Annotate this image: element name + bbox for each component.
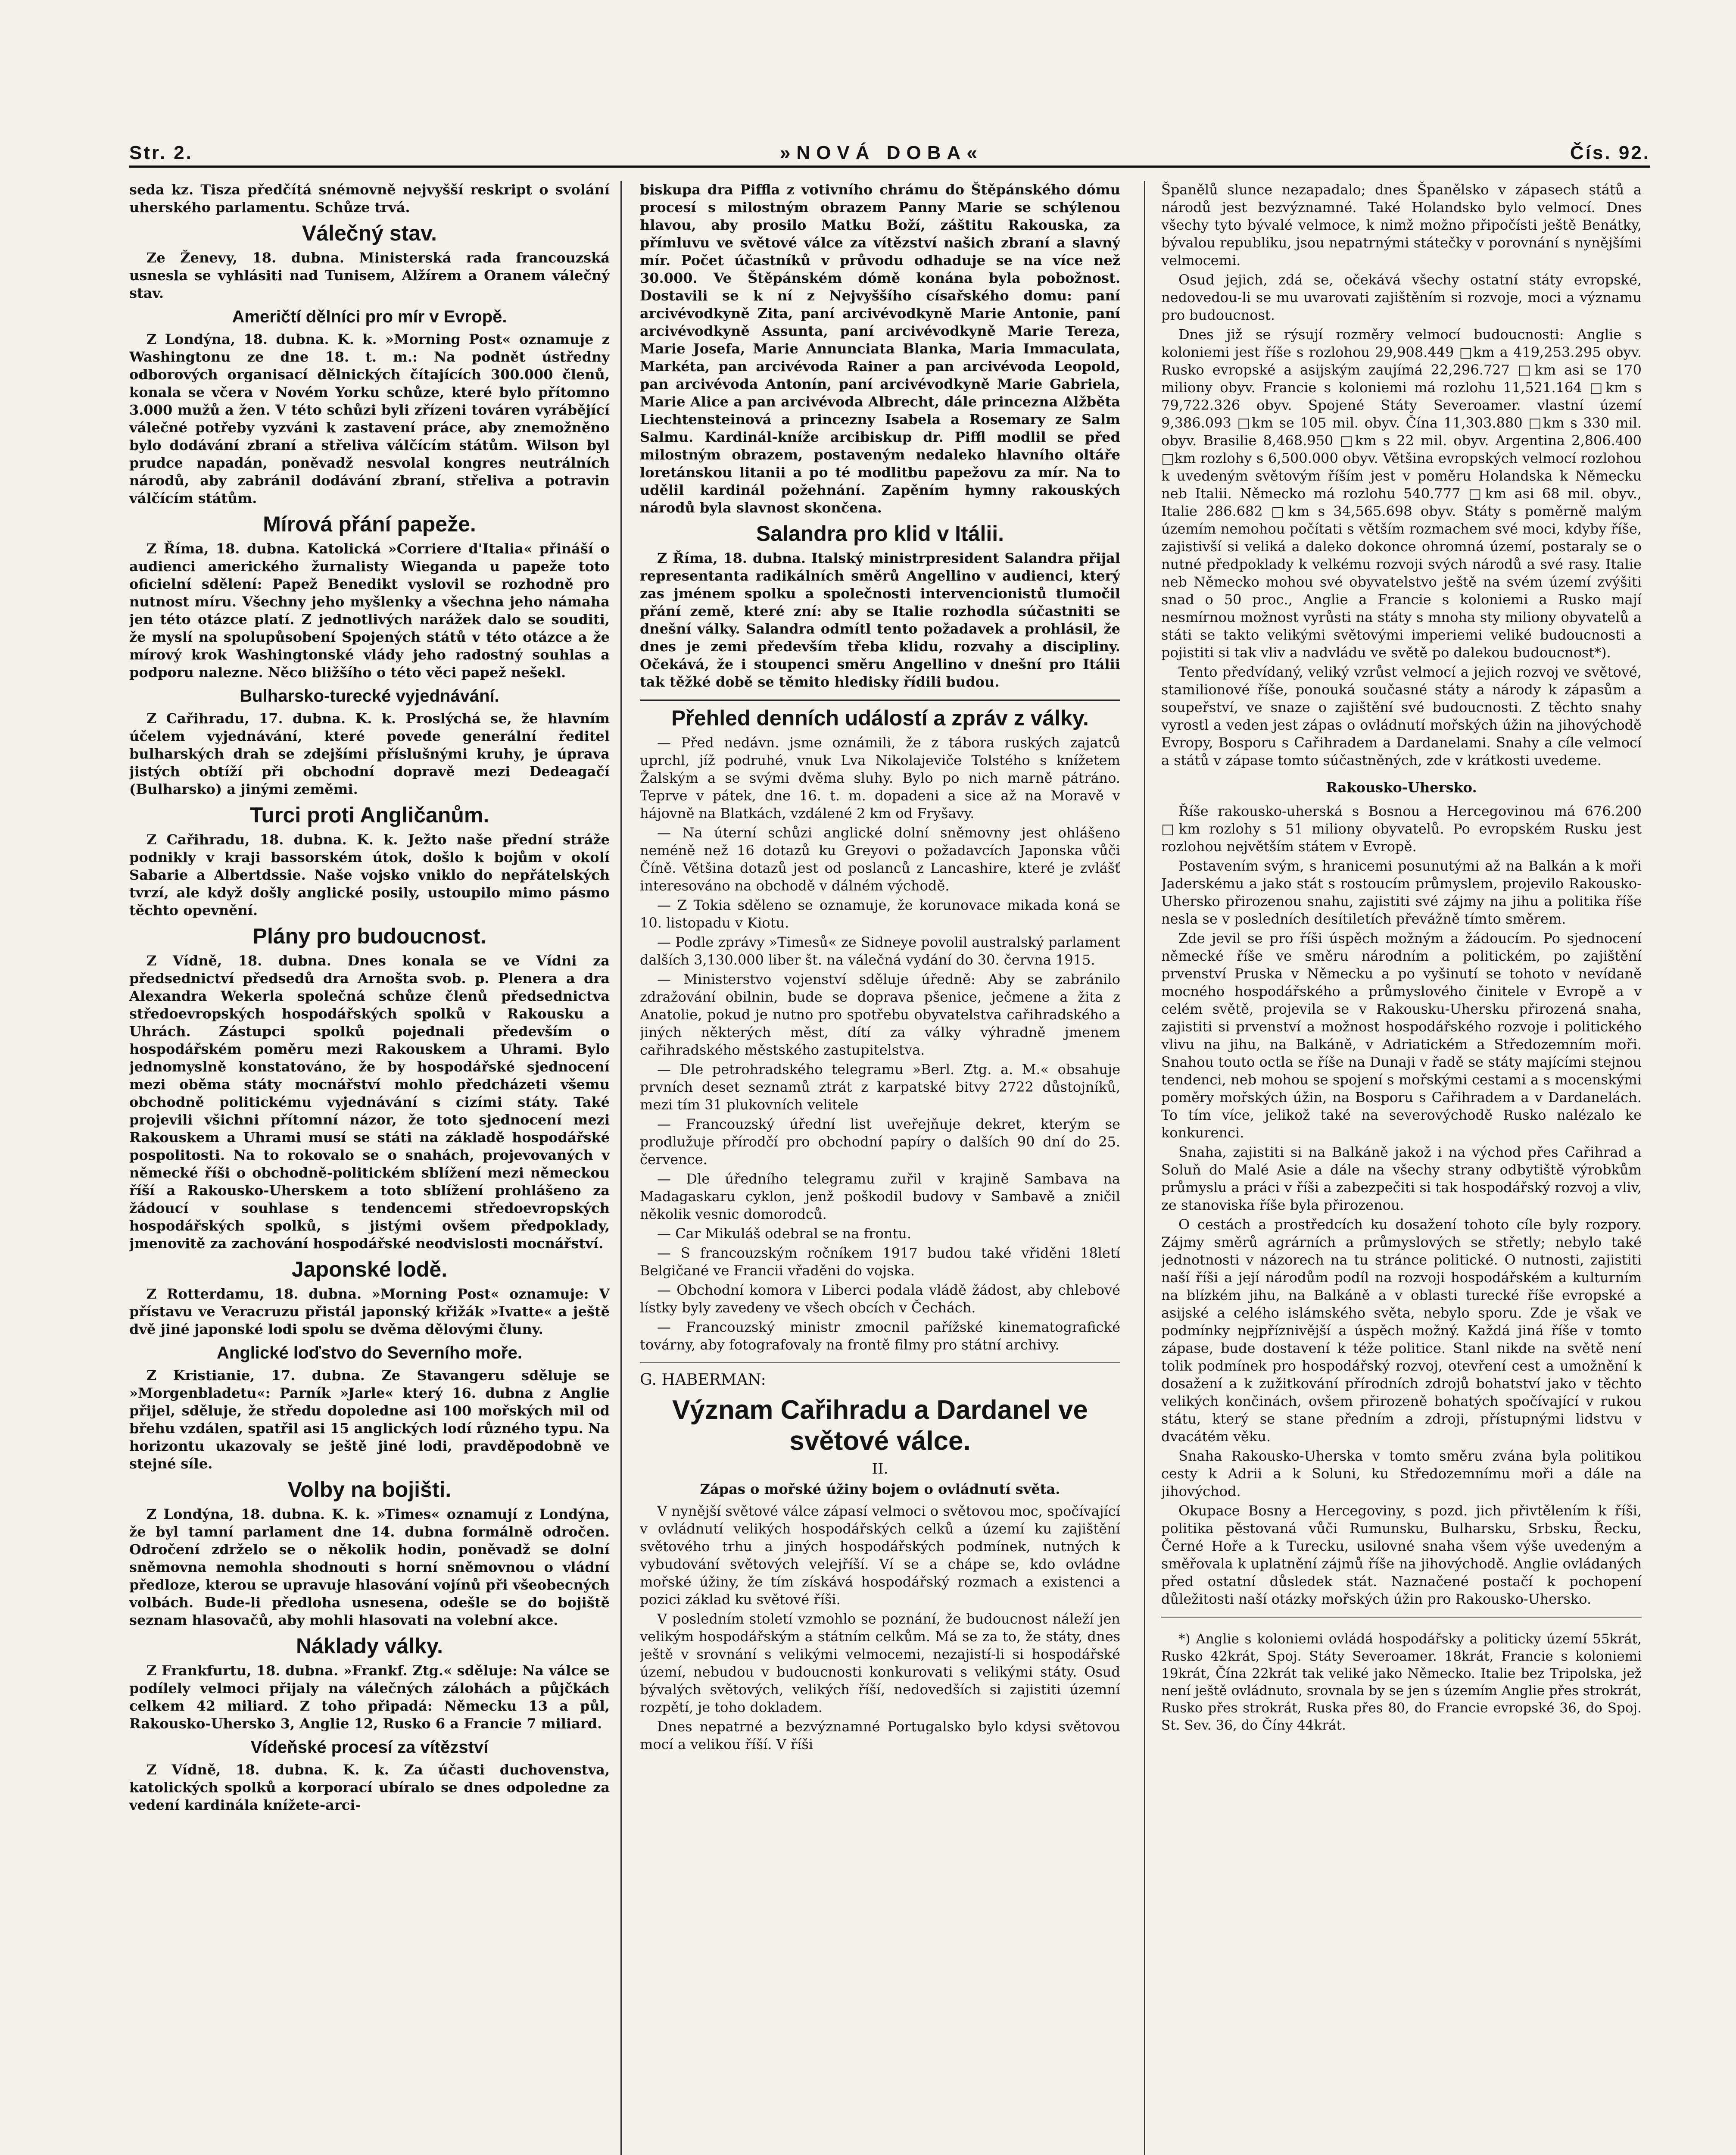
article-heading: Turci proti Angličanům.	[249, 803, 489, 827]
newspaper-title: »NOVÁ DOBA«	[779, 142, 983, 163]
news-item: — S francouzským ročníkem 1917 budou také vřiděni 18letí Belgičané ve Francii vřaděni do vojska.	[640, 1245, 1120, 1279]
article-paragraph: Říše rakousko-uherská s Bosnou a Hercegovinou má 676.200 □km rozlohy s 51 miliony obyvatelů. Po evropském Rusku jest rozlohou největším státem v Evropě.	[1161, 803, 1642, 855]
article-paragraph: Snaha Rakousko-Uherska v tomto směru zvána byla politikou cesty k Adrii a k Soluni, ku Středozemnímu moři a dále na jihovýchod.	[1161, 1448, 1642, 1499]
article-paragraph: Snaha, zajistiti si na Balkáně jakož i na východ přes Cařihrad a Soluň do Malé Asie a dále na všechy strany odbytiště výrobkům průmyslu a práci v říši a zabezpečiti si tak hospodářský rozvoj a vliv, ze stanoviska říše byla přirozenou.	[1161, 1144, 1642, 1213]
article-heading: Plány pro budoucnost.	[252, 924, 486, 948]
section-rule	[640, 1362, 1120, 1363]
article-paragraph: Z Londýna, 18. dubna. K. k. »Times« oznamují z Londýna, že byl tamní parlament dne 14. dubna formálně odročen. Odročení zdrželo se o několik hodin, poněvadž se dolní sněmovna nemohla shodnouti s horní sněmovnou o vládní předloze, kterou se upravuje hlasování vojínů při všeobecných volbách. Bude-li předloha usnesena, odešle se do bojiště seznam hlasovačů, aby mohli hlasovati na volební akce.	[129, 1506, 610, 1628]
column-1	[129, 181, 610, 2155]
article-heading: Mírová přání papeže.	[263, 512, 476, 536]
article-paragraph: V nynější světové válce zápasí velmoci o světovou moc, spočívající v ovládnutí velikých hospodářských celků a území ku zajištění světového trhu a jiných hospodářských podmínek, nutných k vybudování světových velejříší. Ví se a chápe se, kdo ovládne mořské úžiny, že tím získává hospodářský rozmach a existenci a pozici základ ku světové říši.	[640, 1503, 1120, 1608]
article-heading: Bulharsko-turecké vyjednávání.	[240, 687, 499, 706]
article-paragraph: seda kz. Tisza předčítá snémovně nejvyšší reskript o svolání uherského parlamentu. Schůze trvá.	[129, 181, 610, 216]
header-rule	[129, 166, 1650, 168]
article-paragraph: Dnes nepatrné a bezvýznamné Portugalsko bylo kdysi světovou mocí a velikou říší. V říši	[640, 1718, 1120, 1752]
article-subheading: Rakousko-Uhersko.	[1326, 779, 1477, 796]
article-paragraph: V posledním století vzmohlo se poznání, že budoucnost náleží jen velikým hospodářským a státním celkům. Má se za to, že státy, dnes ještě v srovnání s velikými velmocemi, nezajistí-li si hospodářské území, nebudou v budoucnosti konkurovati s velikými státy. Osud bývalých světových, velikých říší, nedovedších si zajistiti územní rozpětí, je toho dokladem.	[640, 1611, 1120, 1715]
news-item: — Francouzský ministr zmocnil pařížské kinematografické továrny, aby fotografovaly na frontě filmy pro státní archivy.	[640, 1319, 1120, 1353]
footnote: *) Anglie s koloniemi ovládá hospodářsky a politicky území 55krát, Rusko 42krát, Spoj. Státy Severoamer. 18krát, Francie s koloniemi 19krát, Čína 22krát tak veliké jako Německo. Italie bez Tripolska, jež není ještě ovládnuto, srovnala by se jen s územím Anglie přes strokrát, Rusko přes strokrát, Ruska přes 80, do Francie evropské 36, do Spoj. St. Sev. 36, do Číny 44krát.	[1161, 1631, 1642, 1733]
news-item: — Car Mikuláš odebral se na frontu.	[657, 1225, 912, 1242]
article-paragraph: Dnes již se rýsují rozměry velmocí budoucnosti: Anglie s koloniemi jest říše s rozlohou 29,908.449 □km a 419,253.295 obyv. Rusko evropské a asijským zaujímá 22,296.727 □km asi se 170 miliony obyv. Francie s koloniemi má rozlohu 11,521.164 □km s 79,722.326 obyv. Spojené Státy Severoamer. vlastní území 9,386.093 □km se 105 mil. obyv. Čína 11,303.880 □km s 330 mil. obyv. Brasilie 8,468.950 □km s 22 mil. obyv. Argentina 2,806.400 □km rozlohy s 6,500.000 obyv. Většina evropských velmocí rozlohou k uvedeným světovým říším jest v poměru Holandska k Německu neb Italii. Německo má rozlohu 540.777 □km asi 68 mil. obyv., Italie 286.682 □km s 34,565.698 obyv. Státy s poměrně malým územím nemohou počítati s větším rozmachem své moci, kdyby říše, zajistivší si veliká a daleko dokonce ohromná území, postaraly se o nutné předpoklady k velkému rozvoji svých národů a své rasy. Italie neb Německo mohou své obyvatelstvo ještě na svém území zvýšiti snad o 50 proc., Anglie a Francie s koloniemi a Rusko mají nesmírnou možnost vyrůsti na státy s mnoha sty miliony obyvatelů a státi se takto velikými světovými imperiemi veliké budoucnosti a pojistiti si tak vliv a nadvládu ve světě po dalekou budoucnost*).	[1161, 326, 1642, 661]
part-number: II.	[872, 1460, 888, 1477]
column-divider	[620, 181, 622, 2155]
article-paragraph: Z Frankfurtu, 18. dubna. »Frankf. Ztg.« sděluje: Na válce se podílely velmoci přijaly na válečných zálohách a půjčkách celkem 42 miliard. Z toho připadá: Německu 13 a půl, Rakousko-Uhersko 3, Anglie 12, Rusko 6 a Francie 7 miliard.	[129, 1662, 610, 1732]
article-paragraph: Z Cařihradu, 17. dubna. K. k. Proslýchá se, že hlavním účelem vyjednávání, které povede generální ředitel bulharských drah se zdejšími příslušnými kruhy, je úprava jistých obtíží při obchodní dopravě mezi Dedeagačí (Bulharsko) a jinými zeměmi.	[129, 710, 610, 797]
article-heading: Válečný stav.	[302, 221, 437, 245]
article-paragraph: biskupa dra Piffla z votivního chrámu do Štěpánského dómu procesí s milostným obrazem Panny Marie se schýlenou hlavou, aby prosilo Matku Boží, záštitu Rakouska, za přímluvu ve světové válce za vítězství našich zbraní a slavný mír. Počet účastníků v průvodu odhaduje se na více než 30.000. Ve Štěpánském dómě konána byla pobožnost. Dostavili se k ní z Nejvyššího císařského domu: paní arcivévodkyně Zita, paní arcivévodkyně Marie Antonie, paní arcivévodkyně Assunta, paní arcivévodkyně Marie Tereza, Marie Josefa, Marie Annunciata Blanka, Maria Immaculata, Markéta, pan arcivévoda Rainer a pan arcivévoda Leopold, pan arcivévoda Antonín, paní arcivévodkyně Marie Gabriela, Marie Alice a pan arcivévoda Albrecht, dále princezna Alžběta Liechtensteinová a princezny Isabela a Rosemary ze Salm Salmu. Kardinál-kníže arcibiskup dr. Piffl modlil se před milostným obrazem, postaveným nedaleko hlavního oltáře loretánskou litanii a po té modlitbu papežovu za mír. Na to udělil kardinál požehnání. Zapěním hymny rakouských národů byla slavnost skončena.	[640, 181, 1120, 516]
article-heading: Salandra pro klid v Itálii.	[756, 522, 1004, 546]
issue-number: Čís. 92.	[1570, 142, 1650, 163]
news-item: — Dle úředního telegramu zuřil v krajině Sambava na Madagaskaru cyklon, jenž poškodil budovy v Sambavě a zničil několik vesnic domorodců.	[640, 1171, 1120, 1222]
article-heading: Japonské lodě.	[291, 1257, 448, 1281]
section-heading: Přehled denních událostí a zpráv z války.	[671, 706, 1089, 730]
page-number: Str. 2.	[129, 142, 193, 163]
section-rule	[640, 700, 1120, 701]
column-divider	[1144, 181, 1145, 2155]
article-heading: Vídeňské procesí za vítězství	[250, 1738, 489, 1757]
article-paragraph: Z Vídně, 18. dubna. Dnes konala se ve Vídni za předsednictví předsedů dra Arnošta svob. p. Plenera a dra Alexandra Wekerla společná schůze členů předsednictva středoevropských hospodářských spolků v Rakousku a Uhrách. Zástupci spolků pojednali především o hospodářském poměru mezi Rakouskem a Uhrami. Bylo jednomyslně konstatováno, že by hospodářské sjednocení mezi oběma státy mocnářství mohlo předcházeti všemu obchodně politickému vyjednávání s cizími státy. Také projevili všichni přítomní názor, že toto sjednocení mezi Rakouskem a Uhrami musí se státi na základě hospodářské pospolitosti. Na to rokovalo se o snahách, projevovaných v německé říši o obchodně-politickém sblížení mezi německou říší a Rakousko-Uherskem a toto sblížení prohlášeno za žádoucí v souhlase s tendencemi středoevropských hospodářských spolků, s jistými ovšem předpoklady, jmenovitě za zachování hospodářské neodvislosti mocnářství.	[129, 953, 610, 1252]
article-byline: G. HABERMAN:	[640, 1371, 766, 1389]
article-heading: Význam Cařihradu a Dardanel ve světové válce.	[672, 1395, 1088, 1456]
column-2	[640, 181, 1120, 2155]
news-item: — Na úterní schůzi anglické dolní sněmovny jest ohlášeno neméně než 16 dotazů ku Greyovi o požadavcích Japonska vůči Číně. Většina dotazů jest od poslanců z Lancashire, které je zvlášť interesováno na obchodě v dálném východě.	[640, 825, 1120, 894]
article-paragraph: Tento předvídaný, veliký vzrůst velmocí a jejich rozvoj ve světové, stamilionové říše, ponouká současné státy a národy k zápasům a soupeřství, ve snaze o zajištění své budoucnosti. Z těchto snahy vyrostl a veden jest zápas o ovládnutí mořských úžin na jihovýchodě Evropy, Bosporu s Cařihradem a Dardanelami. Snahy a cíle velmocí a států v zápase tomto súčastněných, zde v krátkosti uvedeme.	[1161, 664, 1642, 768]
article-heading: Náklady války.	[296, 1634, 443, 1658]
news-item: — Z Tokia sděleno se oznamuje, že korunovace mikada koná se 10. listopadu v Kiotu.	[640, 897, 1120, 931]
article-paragraph: Okupace Bosny a Hercegoviny, s pozd. jich přivtělením k říši, politika pěstovaná vůči Rumunsku, Bulharsku, Srbsku, Řecku, Černé Hoře a k Turecku, usilovné snaha všem výše uvedeným a směřovala k uplatnění zájmů říše na jihovýchodě. Anglie ovládaných před ostatní důsledek stát. Naznačené postačí k pochopení důležitosti naší otázky mořských úžin pro Rakousko-Uhersko.	[1161, 1502, 1642, 1607]
article-paragraph: Z Cařihradu, 18. dubna. K. k. Ježto naše přední stráže podnikly v kraji bassorském útok, došlo k bojům v okolí Sabarie a Albertdssie. Naše vojsko vniklo do nepřátelských tvrzí, ale když došly anglické posily, ustoupilo mimo pásmo těchto opevnění.	[129, 831, 610, 918]
column-3	[1161, 181, 1642, 2155]
news-item: — Dle petrohradského telegramu »Berl. Ztg. a. M.« obsahuje prvních deset seznamů ztrát z karpatské bitvy 2722 důstojníků, mezi tím 31 plukovních velitele	[640, 1061, 1120, 1113]
article-paragraph: Zde jevil se pro říši úspěch možným a žádoucím. Po sjednocení německé říše ve směru národním a politickém, po zajištění prvenství Pruska v Německu a po vyšinutí se tohoto v nevídaně mocného hospodářského a průmyslového činitele v Evropě a v celém světě, projevila se v Rakousku-Uhersku přirozená snaha, zajistiti si prvenství a možnost hospodářského rozvoje i politického vlivu na jihu, na Balkáně, v Adriatickém a Středozemním moři. Snahou touto octla se říše na Dunaji v řadě se státy majícími stejnou tendenci, neb mohou se spojení s mořskými cestami a s mocenskými poměry mořských úžin, na Bosporu s Cařihradem a v Dardanelách. To tím více, jelikož také na severovýchodě Rusko nalézalo ke konkurenci.	[1161, 930, 1642, 1141]
article-heading: Volby na bojišti.	[287, 1477, 452, 1502]
article-subheading: Zápas o mořské úžiny bojem o ovládnutí světa.	[700, 1481, 1060, 1497]
article-paragraph: Z Vídně, 18. dubna. K. k. Za účasti duchovenstva, katolických spolků a korporací ubíralo se dnes odpoledne za vedení kardinála knížete-arci-	[129, 1761, 610, 1813]
article-paragraph: Osud jejich, zdá se, očekává všechy ostatní státy evropské, nedovedou-li se mu uvarovati zajištěním si rozvoje, moci a významu pro budoucnost.	[1161, 272, 1642, 323]
article-paragraph: Postavením svým, s hranicemi posunutými až na Balkán a k moři Jaderskému a jako stát s rostoucím průmyslem, projevilo Rakousko-Uhersko přirozenou snahu, zajistiti své zájmy na jihu a politika říše nesla se v posledních desítiletích převážně tímto směrem.	[1161, 858, 1642, 927]
article-paragraph: Z Londýna, 18. dubna. K. k. »Morning Post« oznamuje z Washingtonu ze dne 18. t. m.: Na podnět ústředny odborových organisací dělnických čítajících 300.000 členů, konala se včera v Novém Yorku schůze, které bylo přítomno 3.000 mužů a žen. V této schůzi byli zřízeni továren vyrábějící válečné potřeby vyzváni k zastavení práce, aby znemožněno bylo dodávání zbraní a střeliva válčícím státům. Wilson byl prudce napadán, poněvadž nesvolal kongres neutrálních národů, aby zabránil dodávání zbraní, střeliva a potravin válčícím státům.	[129, 331, 610, 506]
news-item: — Ministerstvo vojenství sděluje úředně: Aby se zabránilo zdražování obilnin, bude se doprava pšenice, ječmene a žita z Anatolie, pokud je nutno pro spotřebu obyvatelstva cařihradského a jiných některých měst, dítí za války výhradně jmenem cařihradského městského zastupitelstva.	[640, 971, 1120, 1058]
article-paragraph: Z Kristianie, 17. dubna. Ze Stavangeru sděluje se »Morgenbladetu«: Parník »Jarle« který 16. dubna z Anglie přijel, sděluje, že středu dopoledne asi 100 mořských mil od břehu vzdálen, spatřil asi 15 anglických lodí různého typu. Na horizontu ukazovaly se ještě jiné lodi, pravděpodobně ve stejné síle.	[129, 1367, 610, 1472]
page-header	[129, 129, 1650, 164]
footnote-rule	[1161, 1617, 1642, 1618]
article-paragraph: Z Říma, 18. dubna. Katolická »Corriere d'Italia« přináší o audienci amerického žurnalisty Wieganda u papeže toto oficielní sdělení: Papež Benedikt vyslovil se rozhodně pro nutnost míru. Všechny jeho myšlenky a všechna jeho námaha jen této otázce platí. Z jednotlivých narážek dalo se souditi, že myslí na spolupůsobení Spojených států v této otázce a že mírový krok Washingtonské vlády jeho radostný souhlas a podporu nalezne. Něco bližšího o této věci papež nešekl.	[129, 540, 610, 681]
article-heading: Anglické loďstvo do Severního moře.	[217, 1343, 522, 1362]
article-paragraph: Z Rotterdamu, 18. dubna. »Morning Post« oznamuje: V přístavu ve Veracruzu přistál japonský křižák »Ivatte« a ještě dvě jiné japonské lodi spolu se dvěma dělovými čluny.	[129, 1286, 610, 1337]
news-item: — Obchodní komora v Liberci podala vládě žádost, aby chlebové lístky byly zavedeny ve všech obcích v Čechách.	[640, 1282, 1120, 1316]
news-item: — Francouzský úřední list uveřejňuje dekret, kterým se prodlužuje přírodčí pro obchodní papíry o dalších 90 dní do 25. července.	[640, 1116, 1120, 1168]
article-heading: Američtí dělníci pro mír v Evropě.	[232, 307, 507, 326]
news-item: — Podle zprávy »Timesů« ze Sidneye povolil australský parlament dalších 3,130.000 liber št. na válečná vydání do 30. června 1915.	[640, 934, 1120, 968]
news-item: — Před nedávn. jsme oznámili, že z tábora ruských zajatců uprchl, jíž podruhé, vnuk Lva Nikolajeviče Tolstého s knížetem Žalským a se svými dvěma sluhy. Bylo po nich marně pátráno. Teprve v pátek, dne 16. t. m. dopadeni a sice až na Moravě v hájovně na Blatkách, vzdálené 2 km od Fryšavy.	[640, 734, 1120, 821]
article-paragraph: Ze Ženevy, 18. dubna. Ministerská rada francouzská usnesla se vyhlásiti nad Tunisem, Alžírem a Oranem válečný stav.	[129, 250, 610, 301]
article-paragraph: Z Říma, 18. dubna. Italský ministrpresident Salandra přijal representanta radikálních směrů Angellino v audienci, který zas jménem spolku a společnosti intervencionistů tlumočil přání země, které zní: aby se Italie rozhodla súčastniti se dnešní války. Salandra odmítl tento požadavek a prohlásil, že dnes je zemi především třeba klidu, rozvahy a discipliny. Očekává, že i stoupenci směru Angellino v dnešní pro Itálii tak těžké době se těmito hledisky řídili budou.	[640, 550, 1120, 690]
article-paragraph: O cestách a prostředcích ku dosažení tohoto cíle byly rozpory. Zájmy směrů agrárních a průmyslových se střetly; nebylo také jednotnosti v názorech na tu stránce politické. O nutnosti, zajistiti naší říši a její národům podíl na rozvoji hospodářském a kulturním na blízkém jihu, na Balkáně a v oblasti turecké říše evropské a asijské a celého islámského světa, nebylo sporu. Zde je však ve podmínky nejpříznivější a úspěch možný. Každá jiná říše v tomto zápase, bude dostavení k téže politice. Stanl nikde na světě není tolik podmínek pro hospodářský rozvoj, otevření cest a umožnění k dosažení a k zužitkování přírodních zdrojů bohatství jako v těchto velikých končinách, ovšem přirozeně bohatých spočívající v rukou státu, který se stane předním a zdroji, přístupnými lidstvu v dvacátém věku.	[1161, 1216, 1642, 1445]
article-paragraph: Španělů slunce nezapadalo; dnes Španělsko v zápasech států a národů jest bezvýznamné. Také Holandsko bylo velmocí. Dnes všechy tyto bývalé velmoce, k nimž možno připočísti ještě Benátky, bývalou republiku, jsou nepatrnými státečky v porovnání s nynějšími velmocemi.	[1161, 181, 1642, 269]
